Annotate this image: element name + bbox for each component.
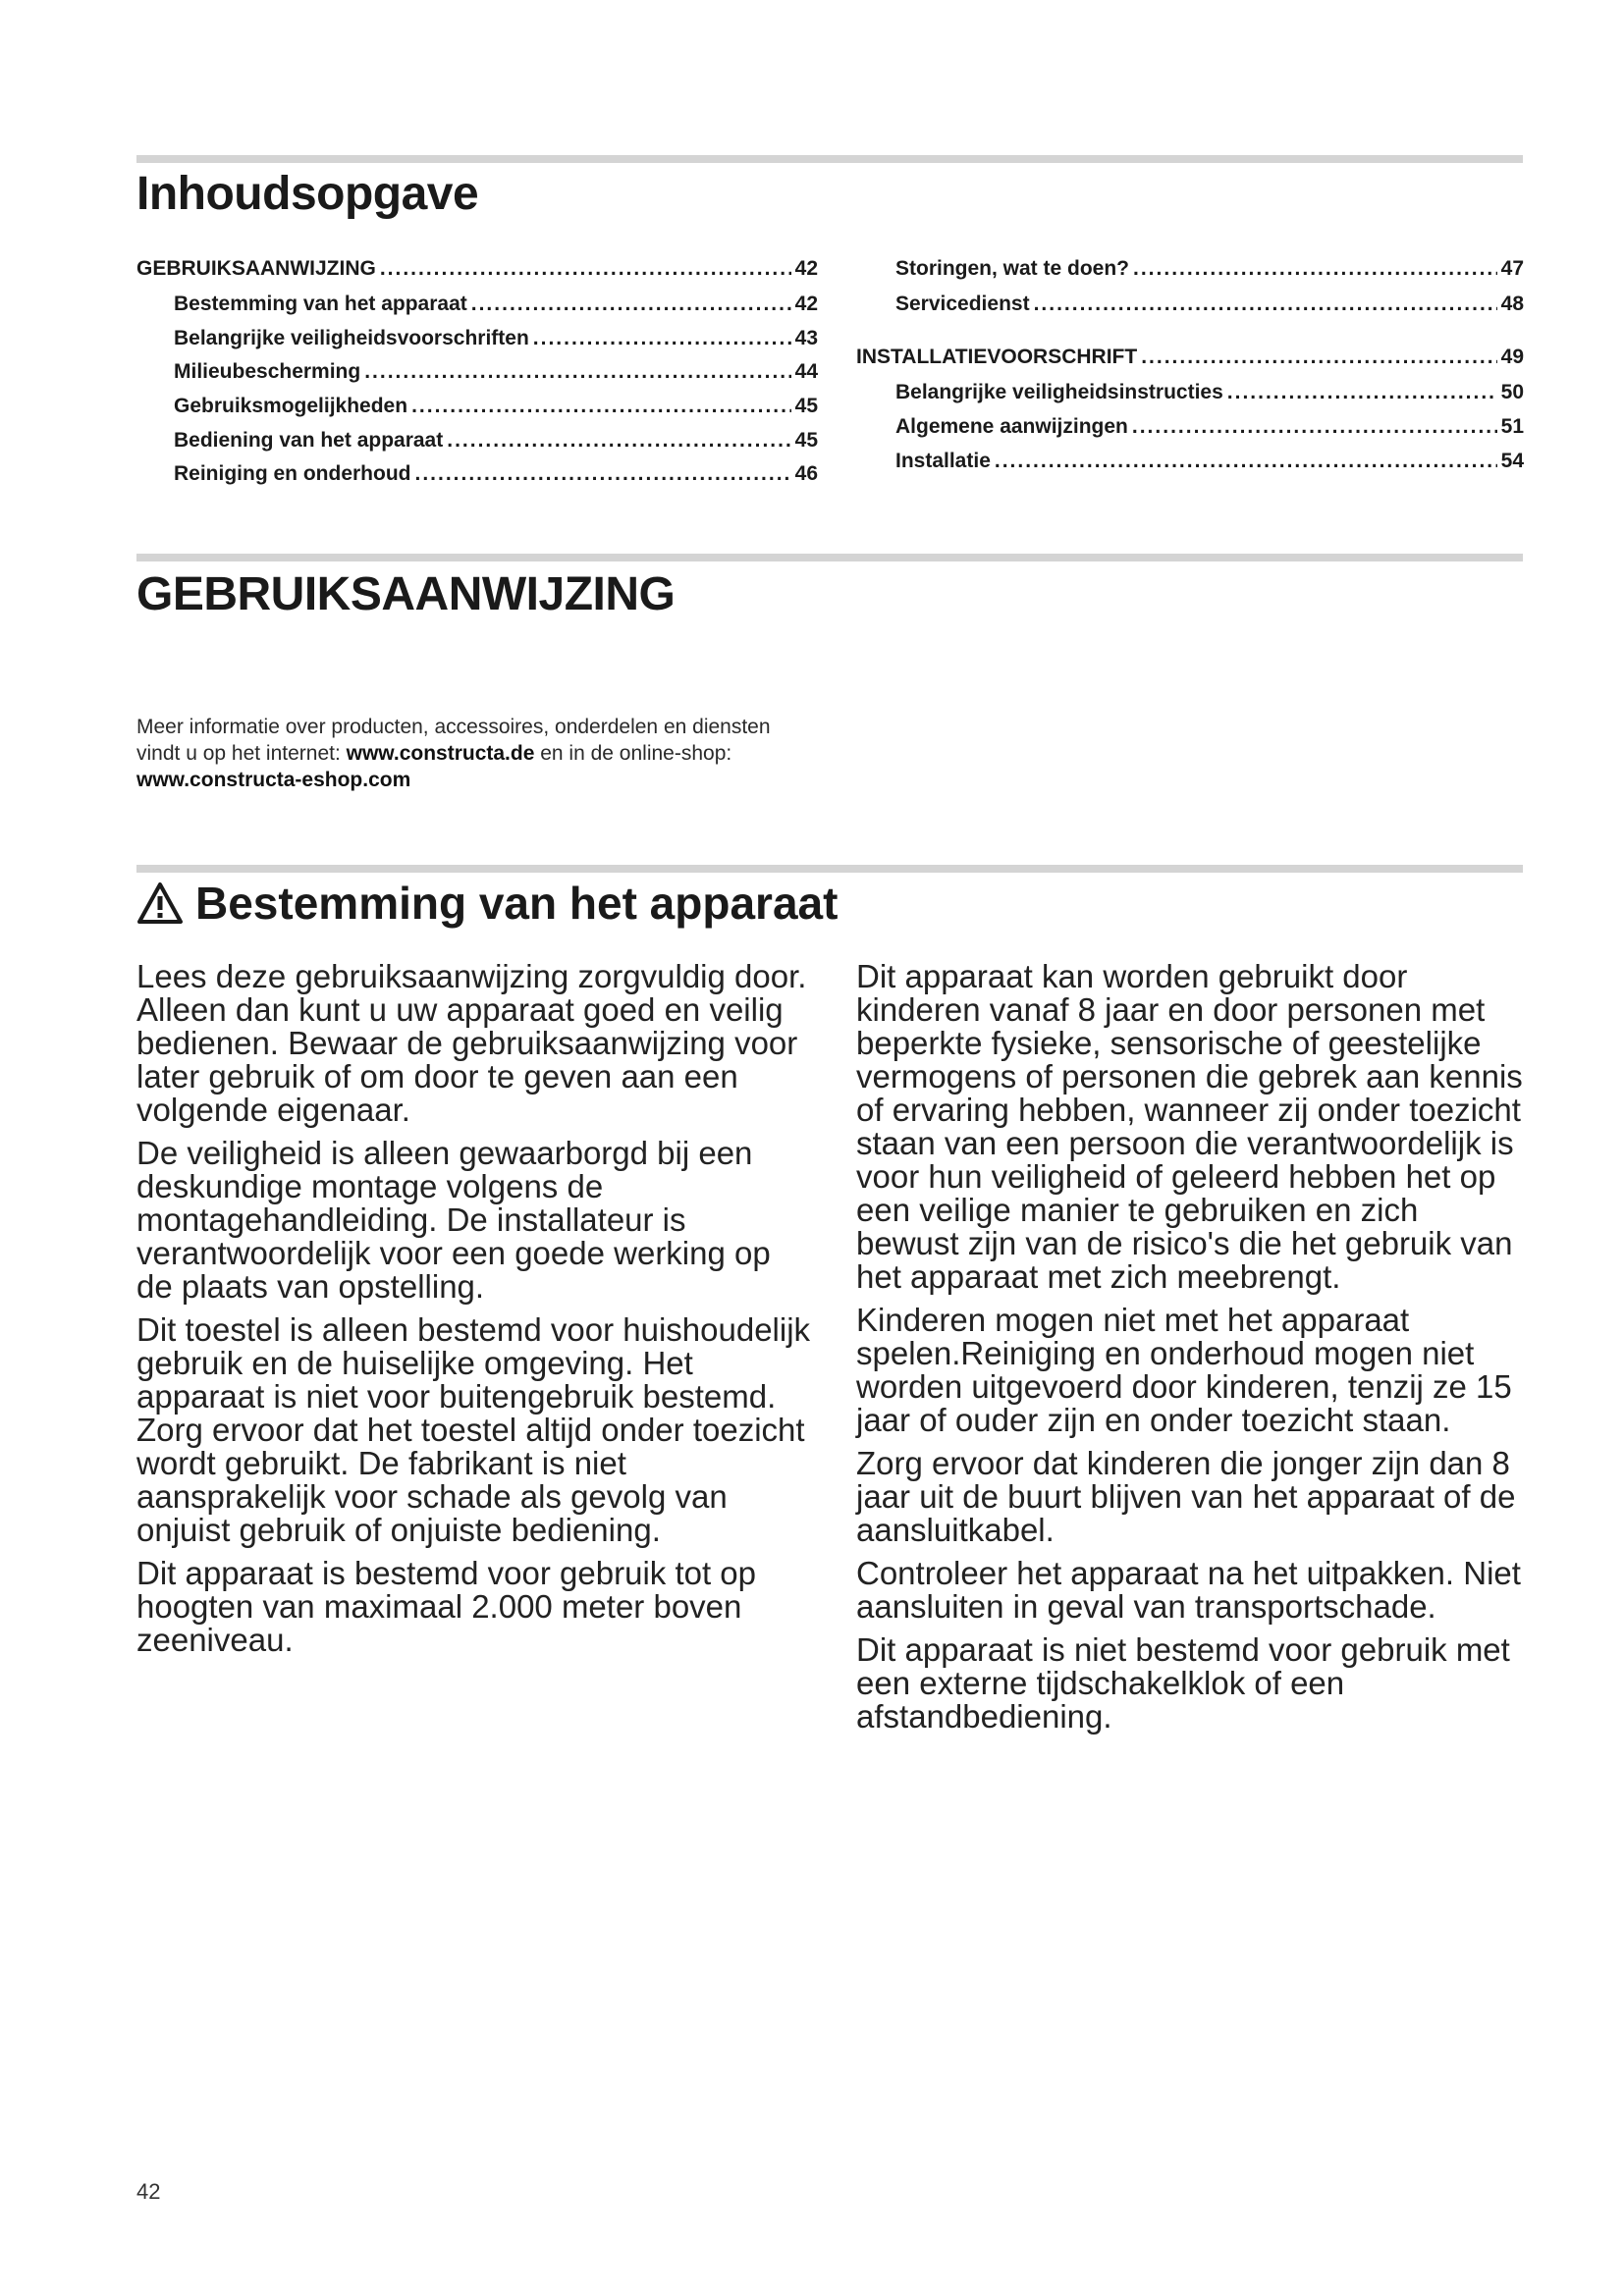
toc-entry[interactable]: Bediening van het apparaat ..... 45 xyxy=(174,429,818,456)
body-paragraph: Dit apparaat is bestemd voor gebruik tot op hoogten van maximaal 2.000 meter boven zeeniveau. xyxy=(136,1555,757,1658)
website-link[interactable]: www.constructa.de xyxy=(346,742,535,765)
body-paragraph: De veiligheid is alleen gewaarborgd bij een deskundige montage volgens de montagehandleiding. De installateur is verantwoordelijk voor een goede werking op de plaats van opstelling. xyxy=(136,1135,771,1305)
body-paragraph: Controleer het apparaat na het uitpakken. Niet aansluiten in geval van transportschade. xyxy=(856,1555,1521,1625)
toc-entry[interactable]: Bestemming van het apparaat ..... 42 xyxy=(174,293,818,320)
body-left-column xyxy=(136,960,814,1667)
body-paragraph: Dit apparaat kan worden gebruikt door kinderen vanaf 8 jaar en door personen met beperkte fysieke, sensorische of geestelijke vermogens of personen die gebrek aan kennis of ervaring hebben, wanneer zij onder toezicht staan van een persoon die verantwoordelijk is voor hun veiligheid of geleerd hebben het op een veilige manier te gebruiken en zich bewust zijn van de risico's die het gebruik van het apparaat met zich meebrengt. xyxy=(856,958,1523,1295)
eshop-link[interactable]: www.constructa-eshop.com xyxy=(136,769,411,791)
section-rule xyxy=(136,554,1523,561)
toc-entry[interactable]: Gebruiksmogelijkheden ..... 45 xyxy=(174,395,818,422)
section-rule xyxy=(136,865,1523,873)
body-paragraph: Dit toestel is alleen bestemd voor huishoudelijk gebruik en de huiselijke omgeving. Het apparaat is niet voor buitengebruik bestemd. Zorg ervoor dat het toestel altijd onder toezicht wordt gebruikt. De fabrikant is niet aansprakelijk voor schade als gevolg van onjuist gebruik of onjuiste bediening. xyxy=(136,1311,811,1548)
body-paragraph: Dit apparaat is niet bestemd voor gebruik met een externe tijdschakelklok of een afstandbediening. xyxy=(856,1631,1510,1735)
toc-entry[interactable]: Servicedienst ..... 48 xyxy=(895,293,1524,320)
page-number: 42 xyxy=(136,2179,161,2204)
toc-top-rule xyxy=(136,155,1523,163)
toc-entry[interactable]: Milieubescherming ..... 44 xyxy=(174,360,818,388)
warning-triangle-icon xyxy=(136,881,184,925)
toc-title: Inhoudsopgave xyxy=(136,168,479,220)
toc-entry[interactable]: Reiniging en onderhoud ..... 46 xyxy=(174,462,818,490)
section-title: Bestemming van het apparaat xyxy=(136,877,838,930)
section-title: GEBRUIKSAANWIJZING xyxy=(136,568,676,620)
toc-entry[interactable]: Installatie ..... 54 xyxy=(895,450,1524,477)
body-paragraph: Kinderen mogen niet met het apparaat spelen.Reiniging en onderhoud mogen niet worden uitgevoerd door kinderen, tenzij ze 15 jaar of ouder zijn en onder toezicht staan. xyxy=(856,1302,1512,1438)
body-right-column xyxy=(856,960,1524,1743)
toc-entry[interactable]: Belangrijke veiligheidsinstructies ..... 50 xyxy=(895,381,1524,408)
toc-entry[interactable]: INSTALLATIEVOORSCHRIFT ..... 49 xyxy=(856,346,1524,373)
toc-entry[interactable]: GEBRUIKSAANWIJZING ..... 42 xyxy=(136,257,818,285)
intro-paragraph: Meer informatie over producten, accessoires, onderdelen en diensten vindt u op het internet: www.constructa.de en in de online-shop: www.constructa-eshop.com xyxy=(136,716,771,791)
toc-entry[interactable]: Algemene aanwijzingen ..... 51 xyxy=(895,415,1524,443)
body-paragraph: Lees deze gebruiksaanwijzing zorgvuldig door. Alleen dan kunt u uw apparaat goed en veilig bedienen. Bewaar de gebruiksaanwijzing voor later gebruik of om door te geven aan een volgende eigenaar. xyxy=(136,958,807,1128)
toc-entry[interactable]: Storingen, wat te doen? ..... 47 xyxy=(895,257,1524,285)
toc-entry[interactable]: Belangrijke veiligheidsvoorschriften ..... 43 xyxy=(174,327,818,354)
body-paragraph: Zorg ervoor dat kinderen die jonger zijn dan 8 jaar uit de buurt blijven van het apparaat of de aansluitkabel. xyxy=(856,1445,1516,1548)
